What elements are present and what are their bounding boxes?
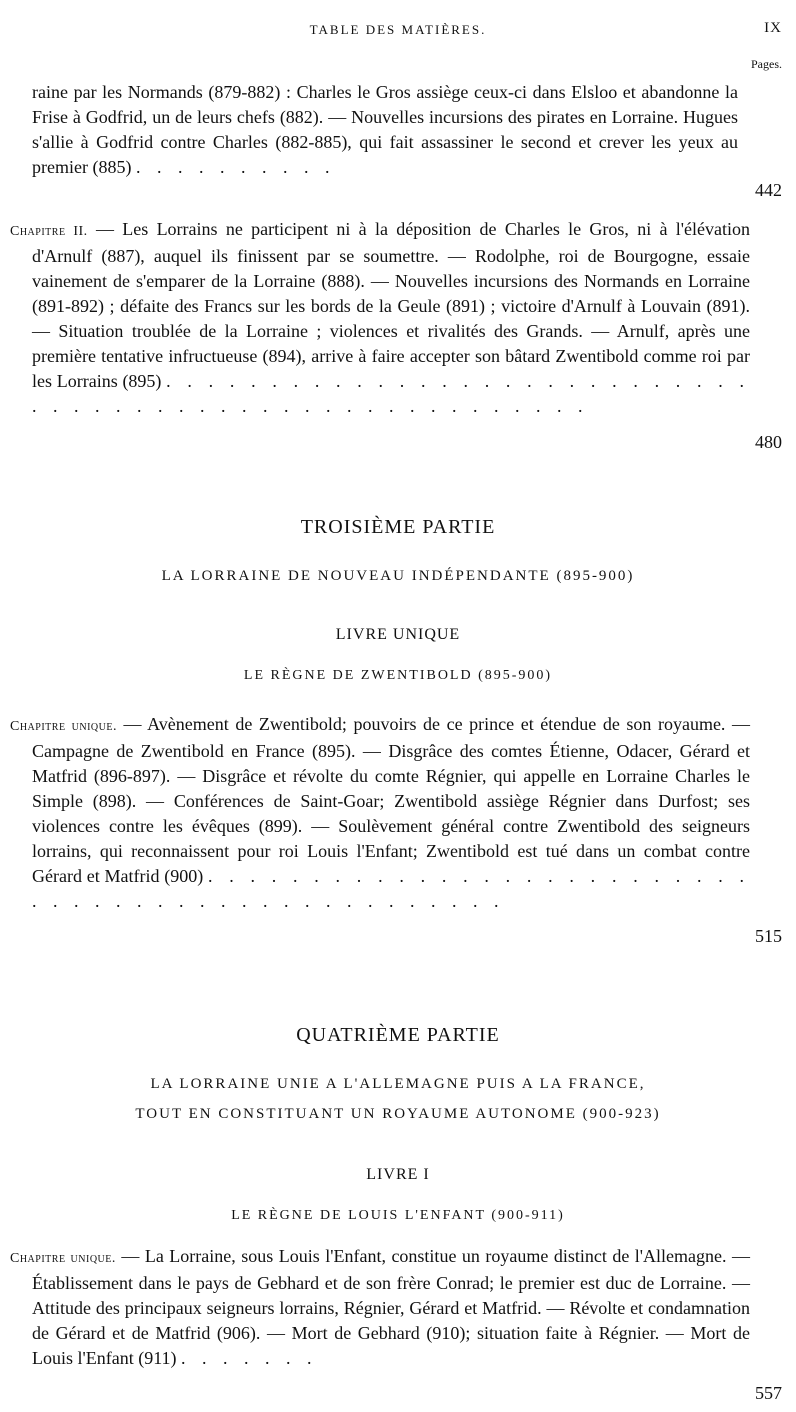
toc-entry-page: 442 xyxy=(755,180,782,200)
running-header: TABLE DES MATIÈRES. xyxy=(309,22,487,37)
toc-entry-page: 515 xyxy=(755,926,782,946)
part-title: QUATRIÈME PARTIE xyxy=(296,1024,500,1046)
book-title: LIVRE I xyxy=(366,1166,430,1183)
chapter-label: Chapitre unique. xyxy=(10,1251,116,1266)
book-subtitle: LE RÈGNE DE LOUIS L'ENFANT (900-911) xyxy=(231,1208,565,1223)
dot-leader: . . . . . . . xyxy=(181,1348,318,1368)
dot-leader: . . . . . . . . . . xyxy=(135,157,336,177)
part-title: TROISIÈME PARTIE xyxy=(300,516,496,538)
part-subtitle: LA LORRAINE UNIE A L'ALLEMAGNE PUIS A LA FRANCE, xyxy=(150,1076,646,1092)
dot-leader: . . . . . . . . . . . . . . . . . . . . . . . . . . . . . . . . . . . . . . . . . . . . . . . . . xyxy=(32,866,751,911)
toc-entry xyxy=(10,712,750,914)
page-number: IX xyxy=(764,20,782,36)
toc-entry-page: 480 xyxy=(755,432,782,452)
chapter-label: Chapitre II. xyxy=(10,224,88,239)
part-subtitle: LA LORRAINE DE NOUVEAU INDÉPENDANTE (895-900) xyxy=(161,568,635,584)
toc-entry-text: — Avènement de Zwentibold; pouvoirs de ce prince et étendue de son royaume. — Campagne de Zwentibold en France (895). — Disgrâce des comtes Étienne, Odacer, Gérard et Matfrid (896-897). — Disgrâce et révolte du comte Régnier, qui appelle en Lorraine Charles le Simple (898). — Conférences de Saint-Goar; Zwentibold assiège Régnier dans Durfost; ses violences contre les évêques (899). — Soulèvement général contre Zwentibold des seigneurs lorrains, qui reconnaissent pour roi Louis l'Enfant; Zwentibold est tué dans un combat contre Gérard et Matfrid (900) xyxy=(32,714,751,886)
toc-entry-text: — Les Lorrains ne participent ni à la déposition de Charles le Gros, ni à l'élévation d'Arnulf (887), auquel ils finissent par se soumettre. — Rodolphe, roi de Bourgogne, essaie vainement de s'emparer de la Lorraine (888). — Nouvelles incursions des Normands en Lorraine (891-892) ; défaite des Francs sur les bords de la Geule (891) ; victoire d'Arnulf à Louvain (891). — Situation troublée de la Lorraine ; violences et rivalités des Grands. — Arnulf, après une première tentative infructueuse (894), arrive à faire accepter son bâtard Zwentibold comme roi par les Lorrains (895) xyxy=(32,219,750,391)
toc-entry-text: — La Lorraine, sous Louis l'Enfant, constitue un royaume distinct de l'Allemagne. — Établissement dans le pays de Gebhard et de son frère Conrad; le premier est duc de Lorraine. — Attitude des principaux seigneurs lorrains, Régnier, Gérard et Matfrid. — Révolte et condamnation de Gérard et de Matfrid (906). — Mort de Gebhard (910); situation faite à Régnier. — Mort de Louis l'Enfant (911) xyxy=(32,1246,751,1368)
toc-entry xyxy=(32,80,738,180)
chapter-label: Chapitre unique. xyxy=(10,719,117,734)
book-subtitle: LE RÈGNE DE ZWENTIBOLD (895-900) xyxy=(243,668,553,683)
dot-leader: . . . . . . . . . . . . . . . . . . . . . . . . . . . . . . . . . . . . . . . . . . . . . . . . . . . . . . . xyxy=(32,371,750,416)
book-title: LIVRE UNIQUE xyxy=(335,626,461,643)
toc-entry-text: raine par les Normands (879-882) : Charles le Gros assiège ceux-ci dans Elsloo et abandonne la Frise à Godfrid, un de leurs chefs (882). — Nouvelles incursions des pirates en Lorraine. Hugues s'allie à Godfrid contre Charles (882-885), qui fait assassiner le second et crever les yeux au premier (885) xyxy=(32,82,738,177)
part-subtitle-line2: TOUT EN CONSTITUANT UN ROYAUME AUTONOME (900-923) xyxy=(135,1106,661,1122)
toc-entry xyxy=(10,217,750,419)
toc-entry xyxy=(10,1244,750,1371)
toc-entry-page: 557 xyxy=(755,1383,782,1403)
pages-column-label: Pages. xyxy=(751,57,782,71)
